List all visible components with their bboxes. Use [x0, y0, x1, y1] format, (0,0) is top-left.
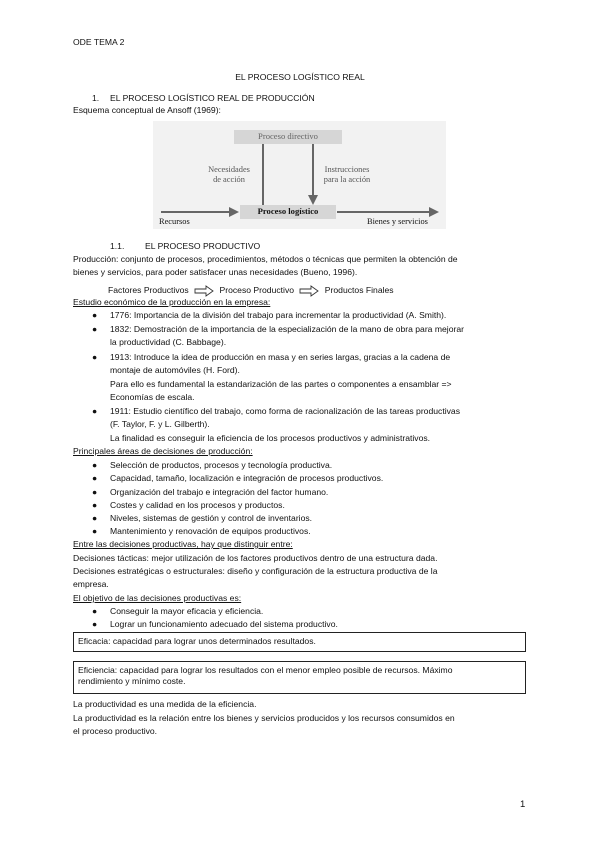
production-definition-line-2: bienes y servicios, para poder satisfacer unas necesidades (Bueno, 1996). — [73, 267, 358, 277]
instructions-label-line-1: Instrucciones — [324, 165, 370, 174]
estudio-item-1776: 1776: Importancia de la división del trabajo para incrementar la productividad (A. Smith). — [110, 310, 447, 320]
estudio-item-1911-line-3: La finalidad es conseguir la eficiencia de los procesos productivos y administrativos. — [110, 433, 431, 443]
document-header-label: ODE TEMA 2 — [73, 37, 125, 47]
decisiones-heading: Entre las decisiones productivas, hay que distinguir entre: — [73, 539, 293, 549]
flow-products: Productos Finales — [324, 285, 394, 295]
bullet-icon: ● — [92, 473, 98, 483]
logistic-process-box: Proceso logístico — [240, 205, 336, 219]
section-1-heading: EL PROCESO LOGÍSTICO REAL DE PRODUCCIÓN — [110, 93, 315, 103]
needs-label — [197, 165, 261, 184]
flow-arrow-icon — [194, 285, 214, 297]
estudio-item-1911-line-2: (F. Taylor, F. y L. Gilberth). — [110, 419, 210, 429]
esquema-caption: Esquema conceptual de Ansoff (1969): — [73, 105, 221, 115]
arrow-input-head — [229, 207, 239, 217]
estudio-item-1832-line-1: 1832: Demostración de la importancia de la especialización de la mano de obra para mejorar — [110, 324, 464, 334]
estudio-item-1913-line-1: 1913: Introduce la idea de producción en masa y en series largas, gracias a la cadena de — [110, 352, 451, 362]
needs-label-line-1: Necesidades — [208, 165, 250, 174]
area-item: Selección de productos, procesos y tecnología productiva. — [110, 460, 333, 470]
estudio-item-1832-line-2: la productividad (C. Babbage). — [110, 337, 227, 347]
arrow-down-head — [308, 195, 318, 205]
directive-process-box: Proceso directivo — [234, 130, 342, 144]
objetivo-item: Conseguir la mayor eficacia y eficiencia. — [110, 606, 264, 616]
resources-label: Recursos — [159, 217, 190, 226]
needs-label-line-2: de acción — [213, 174, 245, 184]
objetivo-item: Lograr un funcionamiento adecuado del sistema productivo. — [110, 619, 338, 629]
flow-arrow-icon — [299, 285, 319, 297]
bullet-icon: ● — [92, 513, 98, 523]
bullet-icon: ● — [92, 352, 98, 362]
bullet-icon: ● — [92, 526, 98, 536]
bullet-icon: ● — [92, 310, 98, 320]
page-number: 1 — [520, 799, 526, 810]
decisiones-estrategicas-line-2: empresa. — [73, 579, 109, 589]
area-item: Costes y calidad en los procesos y productos. — [110, 500, 285, 510]
flow-factors: Factores Productivos — [108, 285, 189, 295]
flow-process: Proceso Productivo — [219, 285, 295, 295]
productividad-line-1: La productividad es una medida de la eficiencia. — [73, 699, 257, 709]
decisiones-estrategicas-line-1: Decisiones estratégicas o estructurales: diseño y configuración de la estructura productiva de la — [73, 566, 438, 576]
bullet-icon: ● — [92, 606, 98, 616]
area-item: Mantenimiento y renovación de equipos productivos. — [110, 526, 311, 536]
ansoff-diagram — [153, 121, 446, 229]
objetivo-heading: El objetivo de las decisiones productivas es: — [73, 593, 242, 603]
area-item: Niveles, sistemas de gestión y control de inventarios. — [110, 513, 313, 523]
area-item: Capacidad, tamaño, localización e integración de procesos productivos. — [110, 473, 384, 483]
instructions-label-line-2: para la acción — [323, 174, 371, 184]
estudio-item-1913-line-4: Economías de escala. — [110, 392, 195, 402]
section-1-number: 1. — [92, 93, 100, 103]
arrow-output-head — [429, 207, 439, 217]
estudio-item-1913-line-3: Para ello es fundamental la estandarización de las partes o componentes a ensamblar => — [110, 379, 452, 389]
estudio-item-1911-line-1: 1911: Estudio científico del trabajo, como forma de racionalización de las tareas productivas — [110, 406, 460, 416]
bullet-icon: ● — [92, 619, 98, 629]
production-flow — [108, 284, 394, 297]
productividad-line-3: el proceso productivo. — [73, 726, 158, 736]
eficiencia-definition-line-2: rendimiento y mínimo coste. — [78, 676, 186, 686]
production-definition-line-1: Producción: conjunto de procesos, procedimientos, métodos o técnicas que permiten la obtención de — [73, 254, 458, 264]
eficiencia-definition-box — [73, 661, 526, 694]
goods-services-label: Bienes y servicios — [367, 217, 428, 226]
page-title: EL PROCESO LOGÍSTICO REAL — [235, 72, 365, 82]
areas-heading: Principales áreas de decisiones de producción: — [73, 446, 253, 456]
area-item: Organización del trabajo e integración del factor humano. — [110, 487, 329, 497]
instructions-label — [315, 165, 379, 184]
bullet-icon: ● — [92, 460, 98, 470]
estudio-heading: Estudio económico de la producción en la empresa: — [73, 297, 271, 307]
decisiones-tacticas: Decisiones tácticas: mejor utilización de los factores productivos dentro de una estructura dada. — [73, 553, 438, 563]
productividad-line-2: La productividad es la relación entre los bienes y servicios producidos y los recursos consumidos en — [73, 713, 455, 723]
bullet-icon: ● — [92, 487, 98, 497]
bullet-icon: ● — [92, 500, 98, 510]
bullet-icon: ● — [92, 324, 98, 334]
section-1-1-number: 1.1. — [110, 241, 125, 251]
estudio-item-1913-line-2: montaje de automóviles (H. Ford). — [110, 365, 240, 375]
eficiencia-definition-line-1: Eficiencia: capacidad para lograr los resultados con el menor empleo posible de recursos. Máximo — [78, 665, 453, 675]
eficacia-definition: Eficacia: capacidad para lograr unos determinados resultados. — [78, 636, 316, 646]
bullet-icon: ● — [92, 406, 98, 416]
eficacia-definition-box — [73, 632, 526, 652]
section-1-1-heading: EL PROCESO PRODUCTIVO — [145, 241, 261, 251]
